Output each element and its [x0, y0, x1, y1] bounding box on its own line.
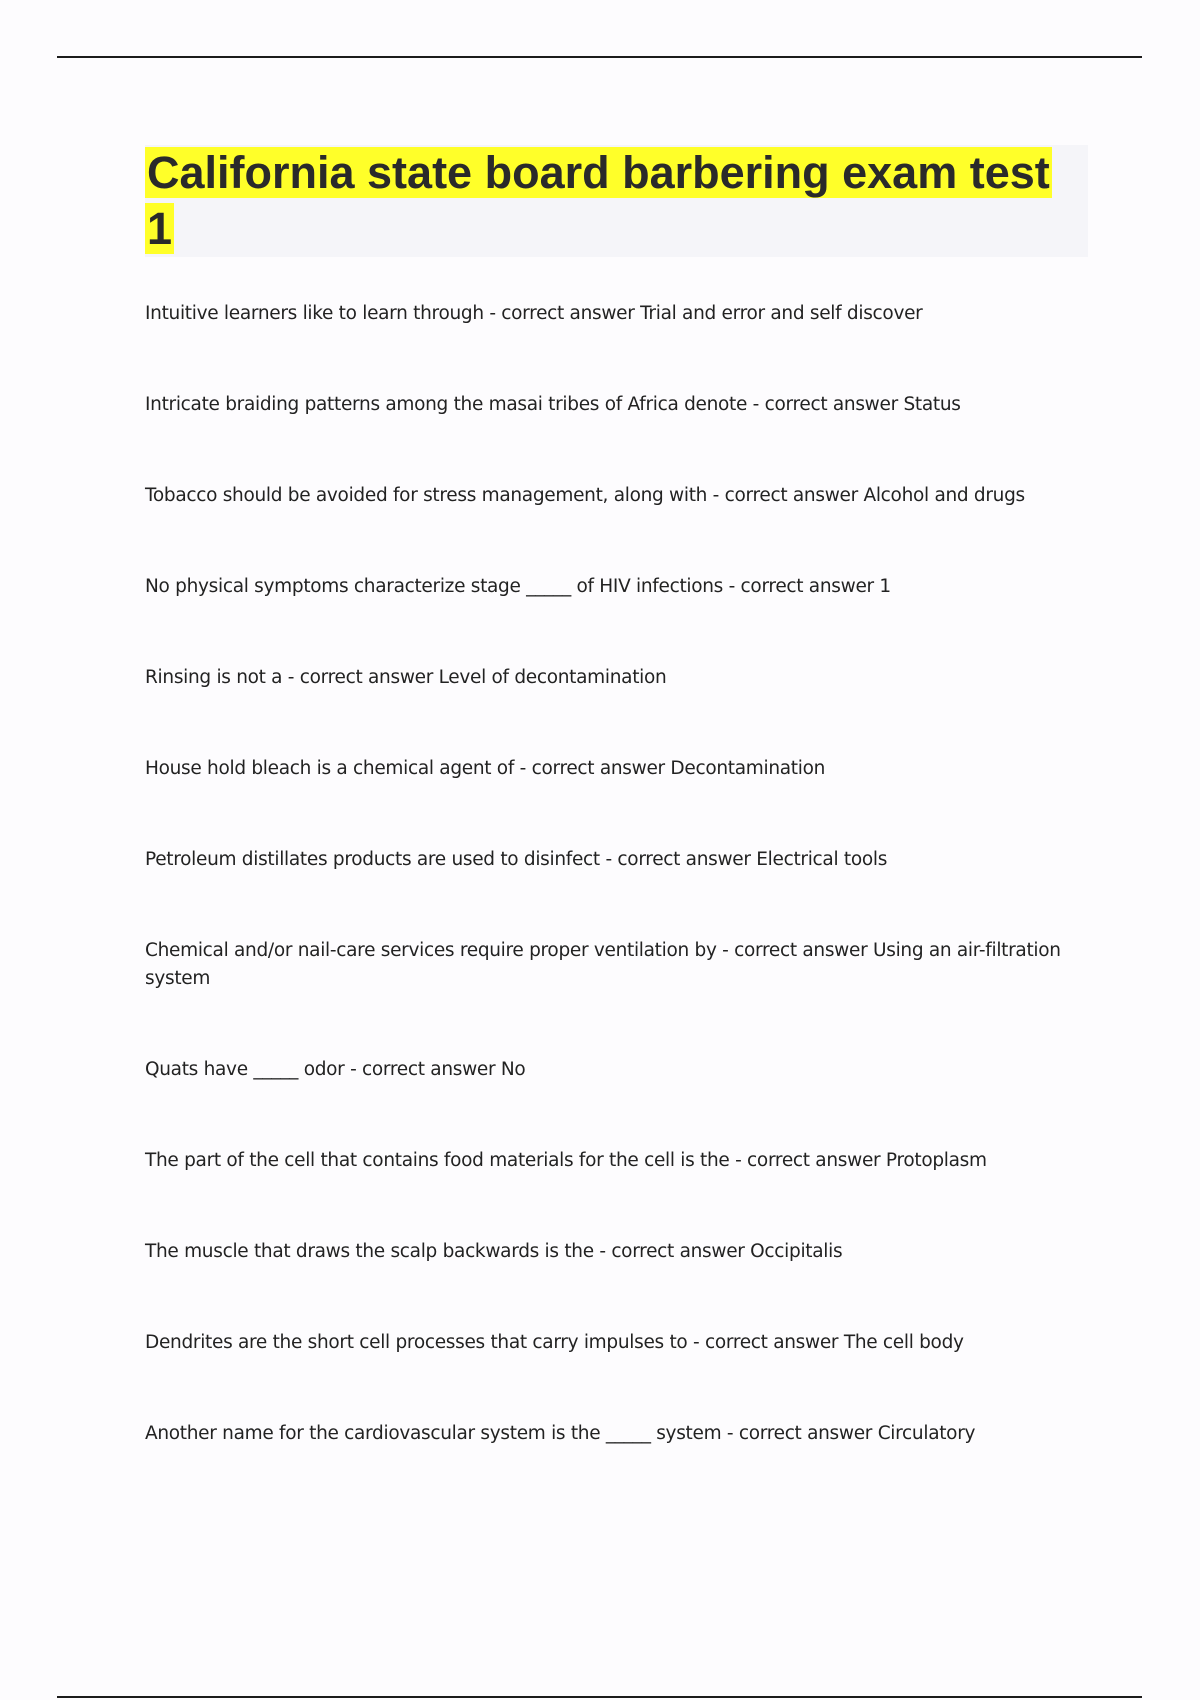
qa-item: Dendrites are the short cell processes that carry impulses to - correct answer The cell body — [145, 1332, 964, 1353]
qa-item: Intricate braiding patterns among the masai tribes of Africa denote - correct answer Status — [145, 394, 961, 415]
qa-item: Petroleum distillates products are used to disinfect - correct answer Electrical tools — [145, 849, 888, 870]
qa-list — [145, 300, 1085, 1511]
qa-item: No physical symptoms characterize stage _____ of HIV infections - correct answer 1 — [145, 576, 891, 597]
top-rule — [57, 56, 1142, 58]
bottom-rule — [57, 1696, 1142, 1698]
qa-item: Another name for the cardiovascular system is the _____ system - correct answer Circulatory — [145, 1423, 976, 1444]
qa-item: Quats have _____ odor - correct answer No — [145, 1059, 526, 1080]
qa-item: The muscle that draws the scalp backwards is the - correct answer Occipitalis — [145, 1241, 843, 1262]
page-title — [145, 145, 1088, 257]
qa-item: Intuitive learners like to learn through - correct answer Trial and error and self discover — [145, 303, 923, 324]
title-highlight: California state board barbering exam test 1 — [147, 147, 1050, 254]
qa-item: House hold bleach is a chemical agent of - correct answer Decontamination — [145, 758, 826, 779]
qa-item: The part of the cell that contains food materials for the cell is the - correct answer Protoplasm — [145, 1150, 987, 1171]
qa-item: Tobacco should be avoided for stress management, along with - correct answer Alcohol and drugs — [145, 485, 1025, 506]
qa-item: Chemical and/or nail-care services require proper ventilation by - correct answer Using an air-filtration system — [145, 940, 1061, 989]
title-block — [145, 145, 1088, 257]
qa-item: Rinsing is not a - correct answer Level of decontamination — [145, 667, 667, 688]
